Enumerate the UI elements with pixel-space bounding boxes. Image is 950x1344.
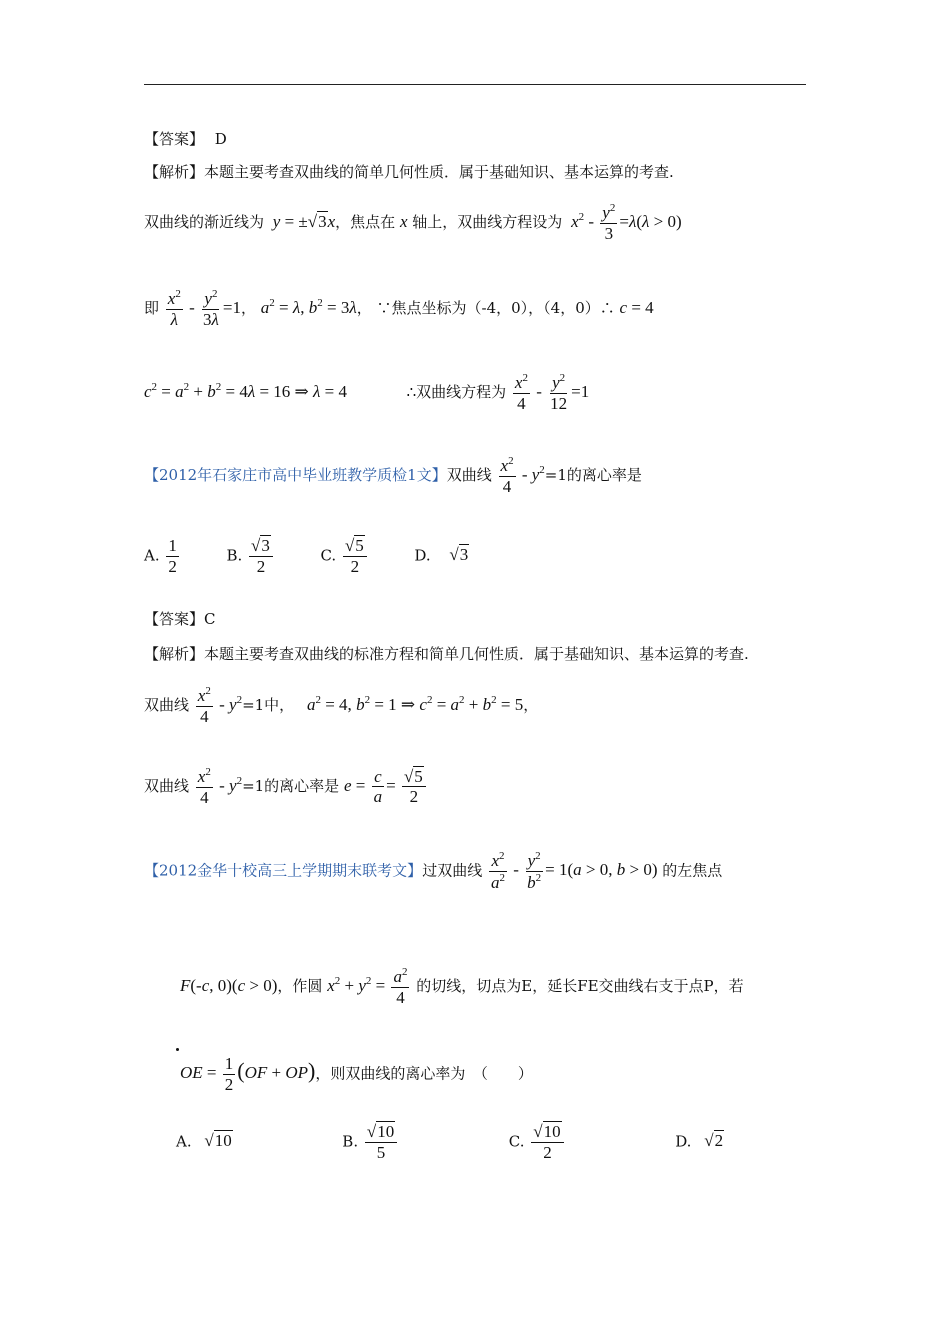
answer-tag: 【答案】 xyxy=(144,610,205,628)
analysis-tag: 【解析】 xyxy=(144,163,205,181)
solution-line-2: 即 $\frac{x^2}{\lambda}$ - $\frac{y^2}{3\lambda}$ =1， $a^2 = \lambda$, $b^2 = 3\lambda$， ∵焦点坐标为（-4，0），（4，0）∴ c = 4 xyxy=(144,288,654,329)
header-rule xyxy=(144,84,806,85)
option-a-label: A. xyxy=(144,546,160,565)
analysis-text: 本题主要考查双曲线的标准方程和简单几何性质．属于基础知识、基本运算的考查. xyxy=(204,645,749,663)
question-2-options: A. $\frac{1}{2}$ B. $\frac{√3}{2}$ C. $\frac{√5}{2}$ D. √3 xyxy=(144,536,469,576)
question-source: 【2012金华十校高三上学期期末联考文】 xyxy=(144,861,423,880)
option-b-label: B. xyxy=(342,1132,359,1151)
option-b-label: B. xyxy=(226,546,243,565)
question-3-stem: 【2012金华十校高三上学期期末联考文】过双曲线 $\frac{x^2}{a^2}$ - $\frac{y^2}{b^2}$ = 1(a > 0, b > 0) 的左焦点 xyxy=(144,850,723,892)
question-3-line-3: OE = $\frac{1}{2}$ (OF + OP)，则双曲线的离心率为 （ ） xyxy=(180,1054,533,1094)
option-d-label: D. xyxy=(675,1132,692,1151)
question-source: 【2012年石家庄市高中毕业班教学质检1文】 xyxy=(144,465,447,484)
asymptote-formula: y = ±√3x xyxy=(272,211,336,231)
solution-line-1: 双曲线的渐近线为 y = ±√3x，焦点在 x 轴上，双曲线方程设为 $x^2$ - $\frac{y^2}{3}$ =λ(λ > 0) xyxy=(144,202,682,243)
answer-value: C xyxy=(204,610,216,628)
option-a-label: A. xyxy=(176,1132,192,1151)
answer-tag: 【答案】 xyxy=(144,130,205,148)
analysis-line-1 xyxy=(144,161,674,182)
hyperbola-setup-formula: $x^2$ - $\frac{y^2}{3}$ =λ(λ > 0) xyxy=(571,202,682,243)
answer-line-1 xyxy=(144,128,227,149)
option-c-label: C. xyxy=(320,546,337,565)
analysis-tag: 【解析】 xyxy=(144,645,205,663)
option-d-label: D. xyxy=(414,546,431,565)
answer-line-2 xyxy=(144,608,216,629)
option-c-label: C. xyxy=(508,1132,525,1151)
question-2-stem: 【2012年石家庄市高中毕业班教学质检1文】双曲线 $\frac{x^2}{4}$ - $y^2=1$的离心率是 xyxy=(144,455,642,496)
solution-line-3: $c^2 = a^2 + b^2 = 4\lambda = 16$ ⇒ λ = 4 ∴双曲线方程为 $\frac{x^2}{4}$ - $\frac{y^2}{12}$ =1 xyxy=(144,372,590,413)
question-3-line-2: F(-c, 0)(c > 0)，作圆 $x^2 + y^2$ = $\frac{a^2}{4}$ 的切线，切点为E，延长FE交曲线右支于点P，若 xyxy=(180,966,744,1007)
vector-dot xyxy=(176,1048,179,1051)
question-3-options: A. √10 B. $\frac{√10}{5}$ C. $\frac{√10}{2}$ D. √2 xyxy=(176,1122,724,1162)
analysis-line-2 xyxy=(144,643,749,664)
answer-value: D xyxy=(214,130,227,148)
solution-2-line-1: 双曲线 $\frac{x^2}{4}$ - $y^2=1$中， $a^2 = 4$, $b^2 = 1$ ⇒ $c^2 = a^2 + b^2 = 5$， xyxy=(144,685,539,726)
solution-2-line-2: 双曲线 $\frac{x^2}{4}$ - $y^2=1$的离心率是 e = $\frac{c}{a}$ = $\frac{√5}{2}$ xyxy=(144,766,428,808)
analysis-text: 本题主要考查双曲线的简单几何性质．属于基础知识、基本运算的考查. xyxy=(204,163,674,181)
